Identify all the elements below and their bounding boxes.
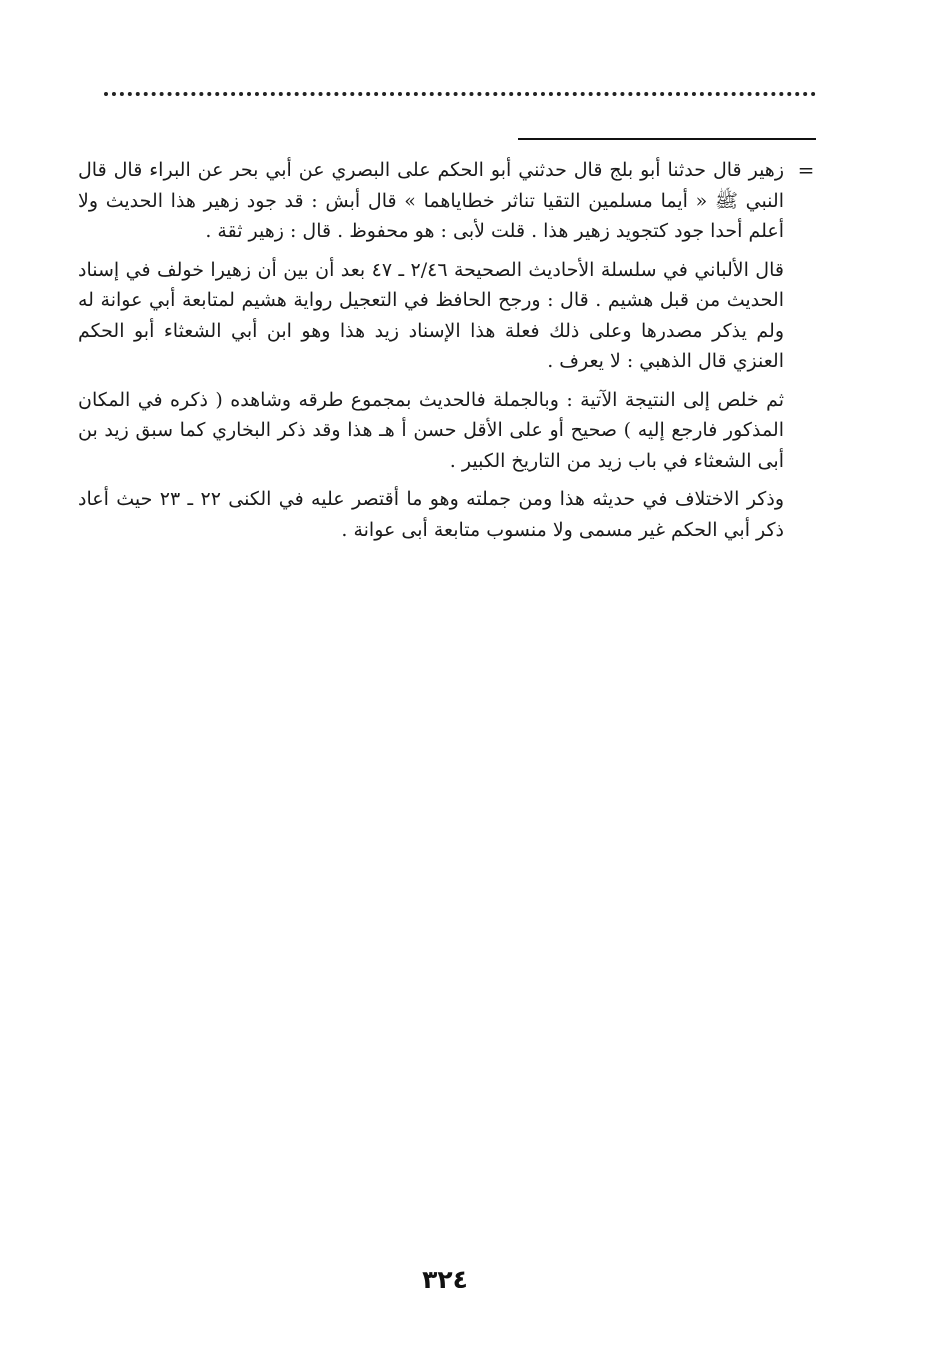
- footnote-continuation-marker: =: [797, 158, 815, 182]
- footnotes-block: [78, 155, 784, 553]
- footnote-paragraph: قال الألباني في سلسلة الأحاديث الصحيحة ٢/٤٦ ـ ٤٧ بعد أن بين أن زهيرا خولف في إسناد الحديث من قبل هشيم . قال : ورجح الحافظ في التعجيل رواية هشيم لمتابعة أبي عوانة له ولم يذكر مصدرها وعلى ذلك فعلة هذا الإسناد زيد هذا وهو ابن أبي الشعثاء أبو الحكم العنزي قال الذهبي : لا يعرف .: [78, 258, 784, 372]
- footnote-separator-line: [518, 138, 816, 140]
- dotted-separator: [104, 92, 816, 96]
- footnote-paragraph: وذكر الاختلاف في حديثه هذا ومن جملته وهو ما أقتصر عليه في الكنى ٢٢ ـ ٢٣ حيث أعاد ذكر أبي الحكم غير مسمى ولا منسوب متابعة أبى عوانة .: [78, 488, 784, 541]
- footnote-paragraph: زهير قال حدثنا أبو بلج قال حدثني أبو الحكم على البصري عن أبي بحر عن البراء قال قال النبي ﷺ « أيما مسلمين التقيا تناثر خطاياهما » قال أبش : قد جود زهير هذا الحديث ولا أعلم أحدا جود كتجويد زهير هذا . قلت لأبى : هو محفوظ . قال : زهير ثقة .: [78, 159, 784, 242]
- footnote-paragraph: ثم خلص إلى النتيجة الآتية : وبالجملة فالحديث بمجموع طرقه وشاهده ( ذكره في المكان المذكور فارجع إليه ) صحيح أو على الأقل حسن أ هـ هذا وقد ذكر البخاري كما سبق زيد بن أبى الشعثاء في باب زيد من التاريخ الكبير .: [78, 388, 784, 472]
- page-number: ٣٢٤: [422, 1265, 468, 1294]
